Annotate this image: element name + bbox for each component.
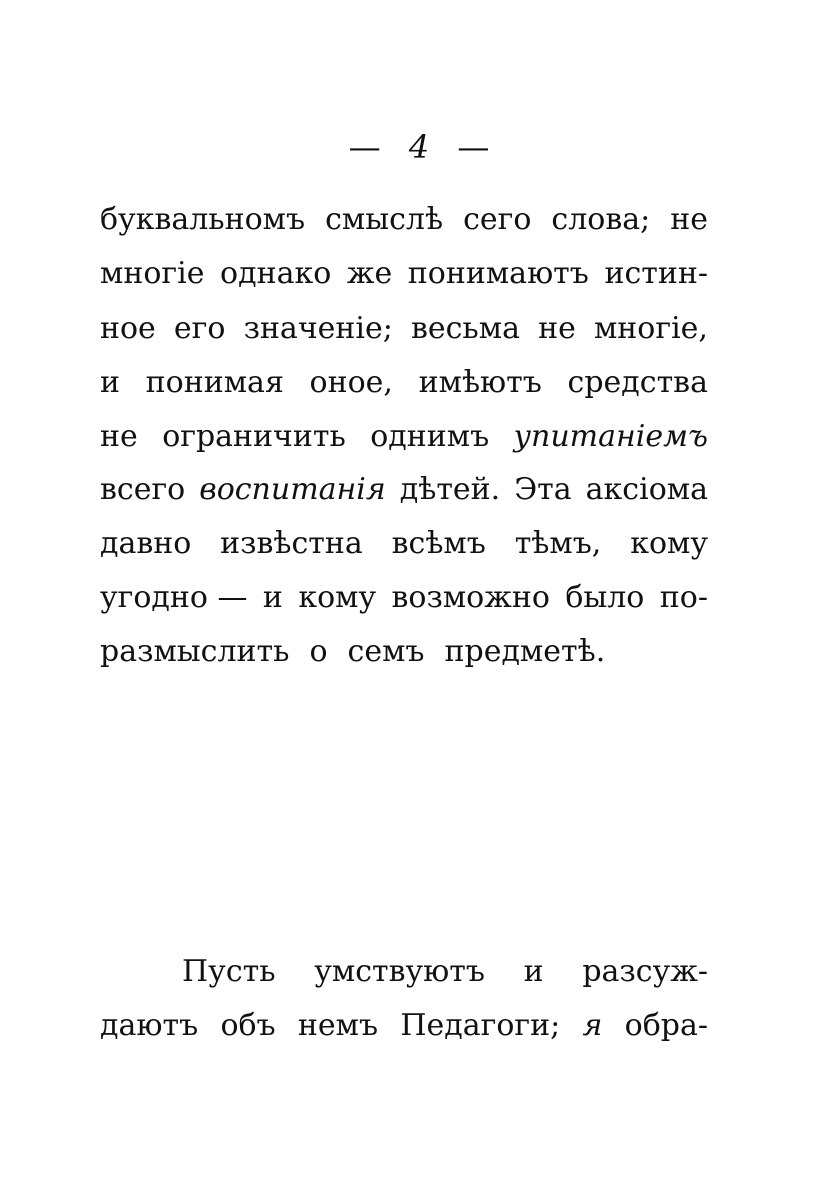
word: аксіома xyxy=(585,472,708,507)
word: угодно — xyxy=(100,580,248,615)
word: весьма xyxy=(410,311,520,346)
word: немъ xyxy=(297,1008,379,1043)
header-dash-right: — xyxy=(457,128,492,166)
word: извѣстна xyxy=(220,526,363,561)
word: однимъ xyxy=(370,419,490,454)
word: не xyxy=(538,311,576,346)
word: слова; xyxy=(551,202,651,237)
italic-word: воспитанія xyxy=(199,472,386,507)
word: истин- xyxy=(604,256,708,291)
word: семъ xyxy=(347,634,425,669)
word: и xyxy=(100,365,120,400)
word: сего xyxy=(463,202,532,237)
italic-word: я xyxy=(582,1008,603,1043)
word: не xyxy=(100,419,138,454)
word: смыслѣ xyxy=(325,202,444,237)
word: всѣмъ xyxy=(391,526,486,561)
italic-word: упитаніемъ xyxy=(513,419,708,454)
text-line xyxy=(100,524,708,564)
word: давно xyxy=(100,526,192,561)
word: его xyxy=(173,311,226,346)
word: средства xyxy=(567,365,708,400)
word: всего xyxy=(100,472,186,507)
word: однако xyxy=(220,256,332,291)
word: по- xyxy=(659,580,708,615)
word: многіе xyxy=(100,256,205,291)
text-line xyxy=(182,952,708,992)
word: Пусть xyxy=(182,954,276,989)
word: многіе, xyxy=(593,311,708,346)
word: возможно xyxy=(391,580,550,615)
word: обра- xyxy=(624,1008,708,1043)
word: размыслить xyxy=(100,634,290,669)
word: умствуютъ xyxy=(314,954,485,989)
text-line xyxy=(100,254,708,294)
text-line xyxy=(100,578,708,618)
text-line xyxy=(100,470,708,510)
word: ное xyxy=(100,311,156,346)
word: кому xyxy=(630,526,708,561)
word: имѣютъ xyxy=(418,365,542,400)
word: даютъ xyxy=(100,1008,199,1043)
word: и xyxy=(262,580,283,615)
text-line xyxy=(100,363,708,403)
word: понимая xyxy=(145,365,284,400)
word: не xyxy=(670,202,708,237)
word: Эта xyxy=(514,472,572,507)
text-line xyxy=(100,1006,708,1046)
text-line xyxy=(100,200,708,240)
word: буквальномъ xyxy=(100,202,306,237)
word: и xyxy=(523,954,544,989)
text-line xyxy=(100,309,708,349)
page-number-header xyxy=(0,128,840,166)
word: оное, xyxy=(309,365,393,400)
text-line xyxy=(100,632,708,672)
word: ограничить xyxy=(162,419,346,454)
header-dash-left: — xyxy=(348,128,383,166)
word: предметѣ. xyxy=(444,634,606,669)
word: дѣтей. xyxy=(399,472,501,507)
word: тѣмъ, xyxy=(514,526,602,561)
word: же xyxy=(346,256,393,291)
word: понимаютъ xyxy=(407,256,589,291)
word: разсуж- xyxy=(582,954,708,989)
word: о xyxy=(309,634,328,669)
word: Педагоги; xyxy=(400,1008,561,1043)
text-line xyxy=(100,417,708,457)
word: было xyxy=(565,580,645,615)
word: значеніе; xyxy=(243,311,393,346)
word: кому xyxy=(298,580,377,615)
page-number: 4 xyxy=(408,128,432,166)
word: объ xyxy=(220,1008,276,1043)
